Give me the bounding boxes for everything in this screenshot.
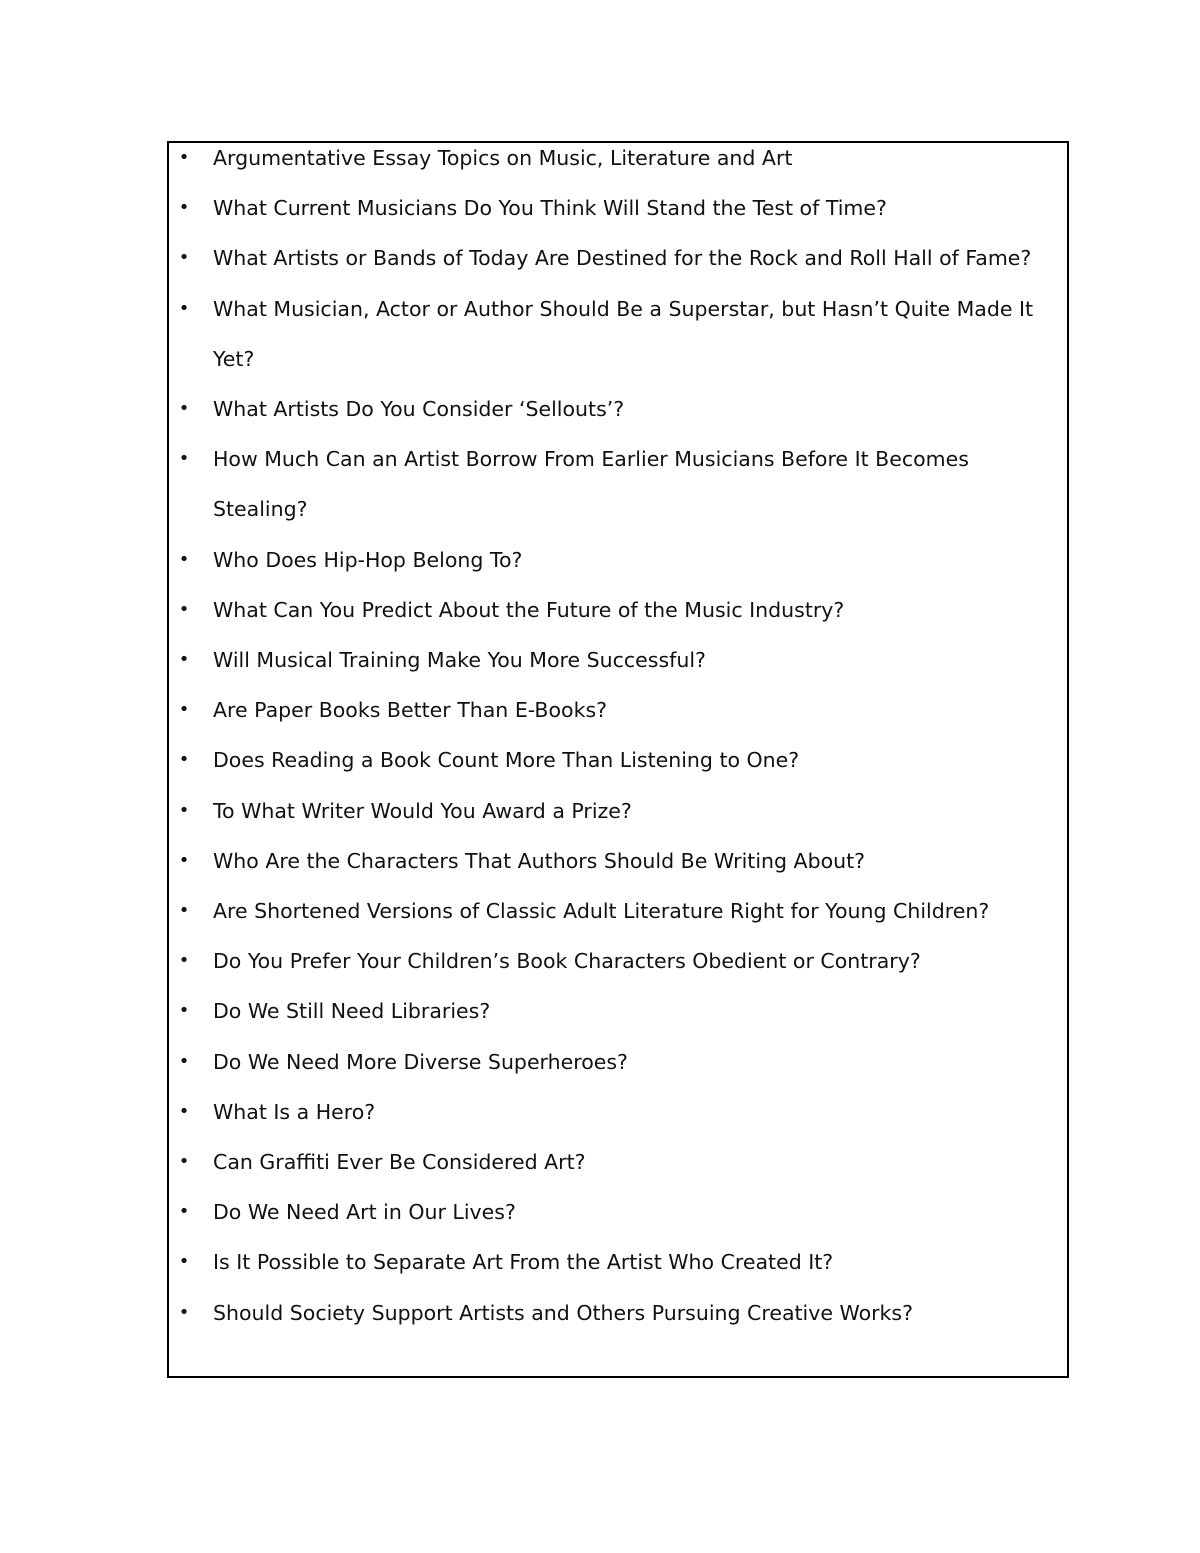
topic-text: Does Reading a Book Count More Than Listening to One? (213, 748, 800, 773)
bullet-icon: • (178, 398, 190, 420)
list-item (169, 1037, 1067, 1087)
topic-text: Argumentative Essay Topics on Music, Literature and Art (213, 146, 793, 170)
bullet-icon: • (178, 900, 190, 922)
topic-text: How Much Can an Artist Borrow From Earlier Musicians Before It Becomes Stealing? (213, 447, 969, 522)
topic-text: Do You Prefer Your Children’s Book Characters Obedient or Contrary? (213, 949, 921, 974)
bullet-icon: • (178, 1000, 190, 1022)
list-item (169, 183, 1067, 233)
topic-text: Should Society Support Artists and Others Pursuing Creative Works? (213, 1300, 913, 1325)
list-item (169, 786, 1067, 836)
bullet-icon: • (178, 448, 190, 470)
bullet-icon: • (178, 197, 190, 219)
topic-text: To What Writer Would You Award a Prize? (213, 798, 632, 823)
topic-text: Is It Possible to Separate Art From the Artist Who Created It? (213, 1250, 834, 1275)
topic-text: Do We Still Need Libraries? (213, 999, 491, 1024)
list-item (169, 233, 1067, 283)
topic-text: What Is a Hero? (213, 1099, 376, 1124)
list-item (169, 133, 1067, 183)
list-item (169, 585, 1067, 635)
topic-text: What Artists or Bands of Today Are Destined for the Rock and Roll Hall of Fame? (213, 246, 1032, 271)
list-item (169, 886, 1067, 936)
bullet-icon: • (178, 749, 190, 771)
list-item (169, 685, 1067, 735)
bullet-icon: • (178, 1050, 190, 1072)
list-item (169, 836, 1067, 886)
list-item (169, 635, 1067, 685)
bullet-icon: • (178, 297, 190, 319)
bullet-icon: • (178, 649, 190, 671)
list-item (169, 535, 1067, 585)
list-item (169, 284, 1067, 384)
list-item (169, 735, 1067, 785)
topic-text: Who Are the Characters That Authors Should Be Writing About? (213, 848, 866, 873)
list-item (169, 434, 1067, 534)
bullet-icon: • (178, 1151, 190, 1173)
topic-text: What Can You Predict About the Future of the Music Industry? (213, 597, 845, 622)
topic-text: Are Paper Books Better Than E-Books? (213, 698, 608, 723)
list-item (169, 1137, 1067, 1187)
bullet-icon: • (178, 1201, 190, 1223)
bullet-icon: • (178, 1100, 190, 1122)
bullet-icon: • (178, 1251, 190, 1273)
list-item (169, 384, 1067, 434)
list-item (169, 1187, 1067, 1237)
list-item (169, 1087, 1067, 1137)
list-item (169, 936, 1067, 986)
bullet-icon: • (178, 247, 190, 269)
topic-text: Are Shortened Versions of Classic Adult Literature Right for Young Children? (213, 899, 990, 924)
topic-text: What Artists Do You Consider ‘Sellouts’? (213, 397, 625, 422)
bullet-icon: • (178, 598, 190, 620)
bullet-icon: • (178, 849, 190, 871)
topic-text: What Current Musicians Do You Think Will Stand the Test of Time? (213, 196, 887, 221)
topic-text: Can Graffiti Ever Be Considered Art? (213, 1150, 586, 1175)
topic-text: Who Does Hip-Hop Belong To? (213, 547, 523, 572)
topic-text: Do We Need More Diverse Superheroes? (213, 1049, 628, 1074)
bullet-icon: • (178, 147, 190, 168)
bullet-icon: • (178, 1301, 190, 1323)
bullet-icon: • (178, 699, 190, 721)
list-item (169, 1237, 1067, 1287)
topic-text: Do We Need Art in Our Lives? (213, 1200, 516, 1225)
topic-text: Will Musical Training Make You More Successful? (213, 648, 706, 673)
topic-list-box (167, 141, 1069, 1378)
bullet-icon: • (178, 548, 190, 570)
bullet-icon: • (178, 950, 190, 972)
list-item (169, 986, 1067, 1036)
list-item (169, 1288, 1067, 1338)
topic-list (169, 143, 1067, 1338)
bullet-icon: • (178, 799, 190, 821)
topic-text: What Musician, Actor or Author Should Be a Superstar, but Hasn’t Quite Made It Yet? (213, 296, 1034, 371)
